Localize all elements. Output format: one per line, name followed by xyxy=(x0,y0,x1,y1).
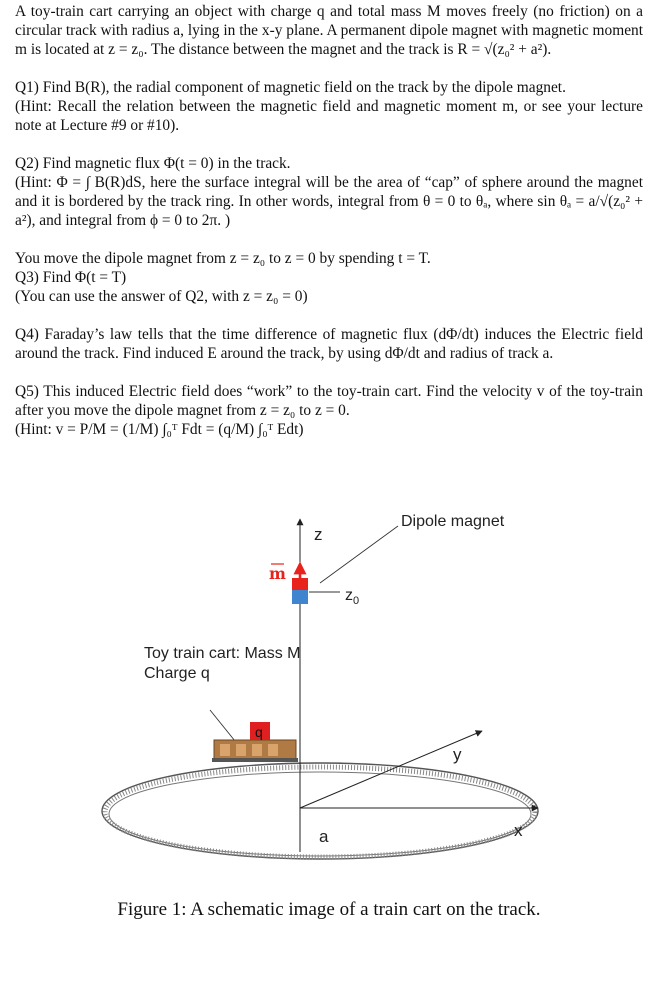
q4-block xyxy=(15,325,643,363)
moment-label: m xyxy=(269,564,286,583)
q4-question: Q4) Faraday’s law tells that the time difference of magnetic flux (dΦ/dt) induces the Electric field around the track. Find induced E around the track, by using dΦ/dt and radius of track a. xyxy=(15,326,643,362)
dipole-magnet-label: Dipole magnet xyxy=(401,513,505,530)
q5-block xyxy=(15,382,643,439)
y-axis-label: y xyxy=(453,745,462,764)
q3-setup: You move the dipole magnet from z = z₀ to z = 0 by spending t = T. xyxy=(15,250,431,267)
dipole-leader xyxy=(320,526,398,583)
problem-text xyxy=(15,2,643,458)
q1-hint: (Hint: Recall the relation between the magnetic field and magnetic moment m, or see your lecture note at Lecture #9 or #10). xyxy=(15,98,643,134)
q3-note: (You can use the answer of Q2, with z = z₀ = 0) xyxy=(15,288,308,305)
schematic-svg xyxy=(0,440,658,900)
figure-caption: Figure 1: A schematic image of a train cart on the track. xyxy=(117,899,541,920)
q2-question: Q2) Find magnetic flux Φ(t = 0) in the track. xyxy=(15,155,291,172)
q3-question: Q3) Find Φ(t = T) xyxy=(15,269,127,286)
cart-label-line1: Toy train cart: Mass M xyxy=(144,645,301,662)
z0-label-main: z xyxy=(345,587,353,604)
q3-block xyxy=(15,249,643,306)
q5-question: Q5) This induced Electric field does “work” to the toy-train cart. Find the velocity v of the toy-train after you move the dipole magnet from z = z₀ to z = 0. xyxy=(15,383,643,419)
cargo-charge-label: q xyxy=(255,724,263,740)
radius-label: a xyxy=(319,827,329,846)
q2-hint: (Hint: Φ = ∫ B(R)dS, here the surface integral will be the area of “cap” of sphere around the magnet and it is bordered by the track ring. In other words, integral from θ = 0 to θₐ, where sin θₐ = a/√(z₀² + a²), and integral from ϕ = 0 to 2π. ) xyxy=(15,174,643,229)
cart-leader xyxy=(210,710,235,741)
cart-label-line2: Charge q xyxy=(144,665,210,682)
q2-block xyxy=(15,154,643,230)
z0-label-sub: 0 xyxy=(353,595,360,607)
intro-paragraph: A toy-train cart carrying an object with charge q and total mass M moves freely (no friction) on a circular track with radius a, lying in the x-y plane. A permanent dipole magnet with magnetic moment m is located at z = z₀. The distance between the magnet and the track is R = √(z₀² + a²). xyxy=(15,3,643,58)
z-axis-label: z xyxy=(314,525,323,544)
q5-hint: (Hint: v = P/M = (1/M) ∫₀ᵀ Fdt = (q/M) ∫₀ᵀ Edt) xyxy=(15,421,304,438)
figure-schematic xyxy=(0,440,658,940)
q1-question: Q1) Find B(R), the radial component of magnetic field on the track by the dipole magnet. xyxy=(15,79,566,96)
z0-label xyxy=(345,587,359,607)
q1-block xyxy=(15,78,643,135)
dipole-magnet xyxy=(292,564,308,604)
x-axis-label: x xyxy=(514,821,523,840)
